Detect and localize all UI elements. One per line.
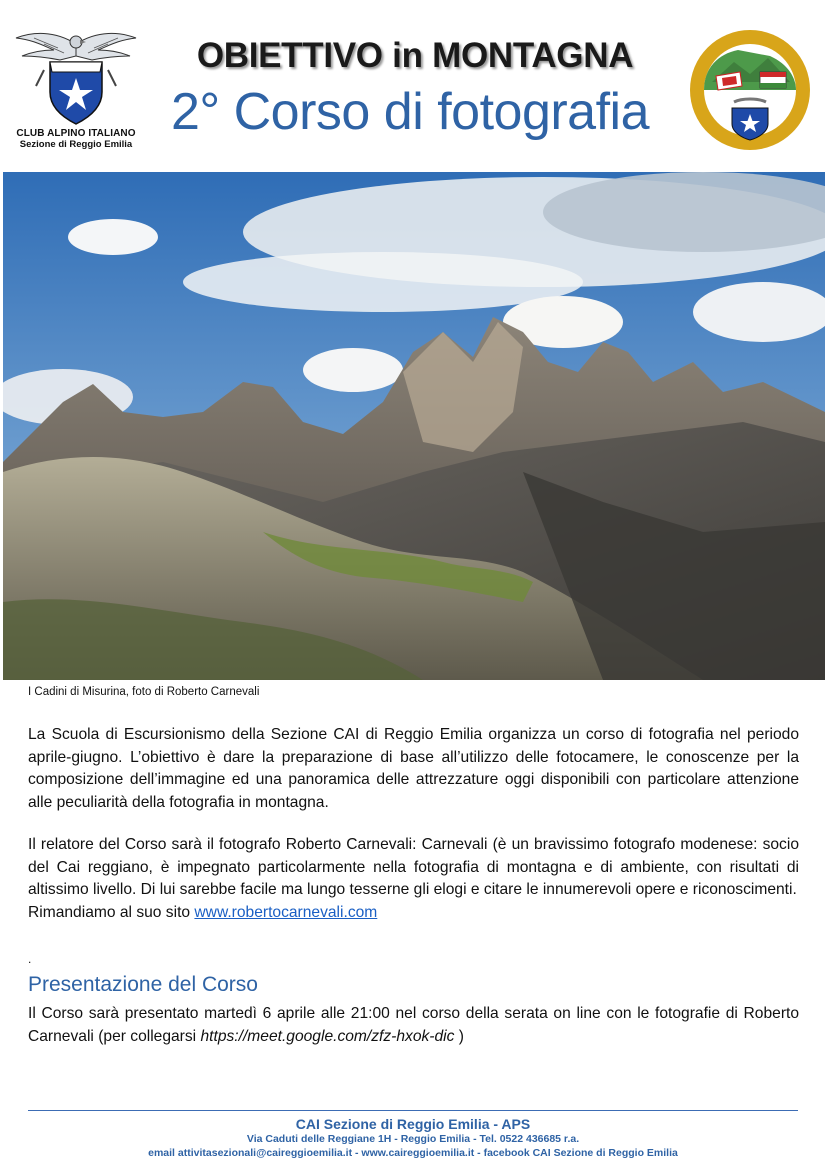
presentation-text: Il Corso sarà presentato bbox=[28, 1005, 205, 1022]
section-title: Presentazione del Corso bbox=[28, 973, 258, 996]
speaker-website-link[interactable]: www.robertocarnevali.com bbox=[194, 903, 378, 921]
presentation-text: (per collegarsi bbox=[93, 1027, 201, 1045]
presentation-text: nel corso della bbox=[389, 1005, 505, 1022]
page-title-line1: OBIETTIVO in MONTAGNA bbox=[196, 36, 634, 75]
presentation-subject: fotografie di Roberto Carnevali bbox=[28, 1005, 800, 1045]
presentation-event: serata on line bbox=[504, 1005, 601, 1022]
cai-logo bbox=[14, 26, 138, 152]
org-section: Sezione di Reggio Emilia bbox=[19, 139, 133, 150]
speaker-text: Il relatore del Corso sarà il fotografo bbox=[28, 836, 286, 853]
presentation-date: martedì 6 aprile alle 21:00 bbox=[204, 1005, 390, 1022]
photo-caption: I Cadini di Misurina, foto di Roberto Carnevali bbox=[28, 686, 260, 698]
page-title-line2: 2° Corso di fotografia bbox=[170, 83, 650, 141]
footer-divider bbox=[28, 1110, 798, 1111]
school-name: Scuola di Escursionismo della Sezione CAI di Reggio Emilia bbox=[51, 726, 483, 743]
mountain-photo bbox=[3, 172, 825, 680]
org-name: CLUB ALPINO ITALIANO bbox=[16, 128, 136, 139]
intro-text: La bbox=[28, 726, 52, 743]
meet-link[interactable]: https://meet.google.com/zfz-hxok-dic bbox=[200, 1027, 455, 1045]
presentation-paragraph bbox=[28, 1003, 799, 1048]
footer-contacts: email attivitasezionali@caireggioemilia.it - www.caireggioemilia.it - facebook CAI Sezione di Reggio Emilia bbox=[148, 1147, 678, 1159]
site-intro-text: Rimandiamo al suo sito bbox=[28, 903, 195, 921]
stray-dot: . bbox=[28, 952, 32, 966]
school-badge-icon bbox=[688, 28, 812, 152]
speaker-name: Roberto Carnevali bbox=[285, 836, 413, 853]
speaker-text: : Carnevali (è un bravissimo fotografo modenese: socio del Cai reggiano, è impegnato particolarmente nella fotografia di montagna e di ambiente, con risultati di altissimo livello. Di lui sarebbe facile ma lungo tesserne gli elogi e citare le innumerevoli opere e riconoscimenti. bbox=[28, 836, 799, 898]
intro-text: organizza un corso di fotografia nel periodo aprile-giugno. L’obiettivo è dare la preparazione di base all’utilizzo delle fotocamere, le conoscenze per la composizione dell’immagine ed una panoramica delle attrezzature oggi disponibili con particolare attenzione alle peculiarità della fotografia in montagna. bbox=[28, 726, 800, 811]
school-logo bbox=[688, 28, 812, 152]
footer-address: Via Caduti delle Reggiane 1H - Reggio Emilia - Tel. 0522 436685 r.a. bbox=[246, 1133, 580, 1145]
cai-eagle-icon bbox=[14, 26, 138, 126]
intro-paragraph bbox=[28, 724, 799, 814]
footer-org: CAI Sezione di Reggio Emilia - APS bbox=[295, 1116, 531, 1132]
presentation-text: con le bbox=[600, 1005, 656, 1022]
speaker-paragraph bbox=[28, 834, 799, 924]
presentation-text: ) bbox=[454, 1027, 464, 1045]
